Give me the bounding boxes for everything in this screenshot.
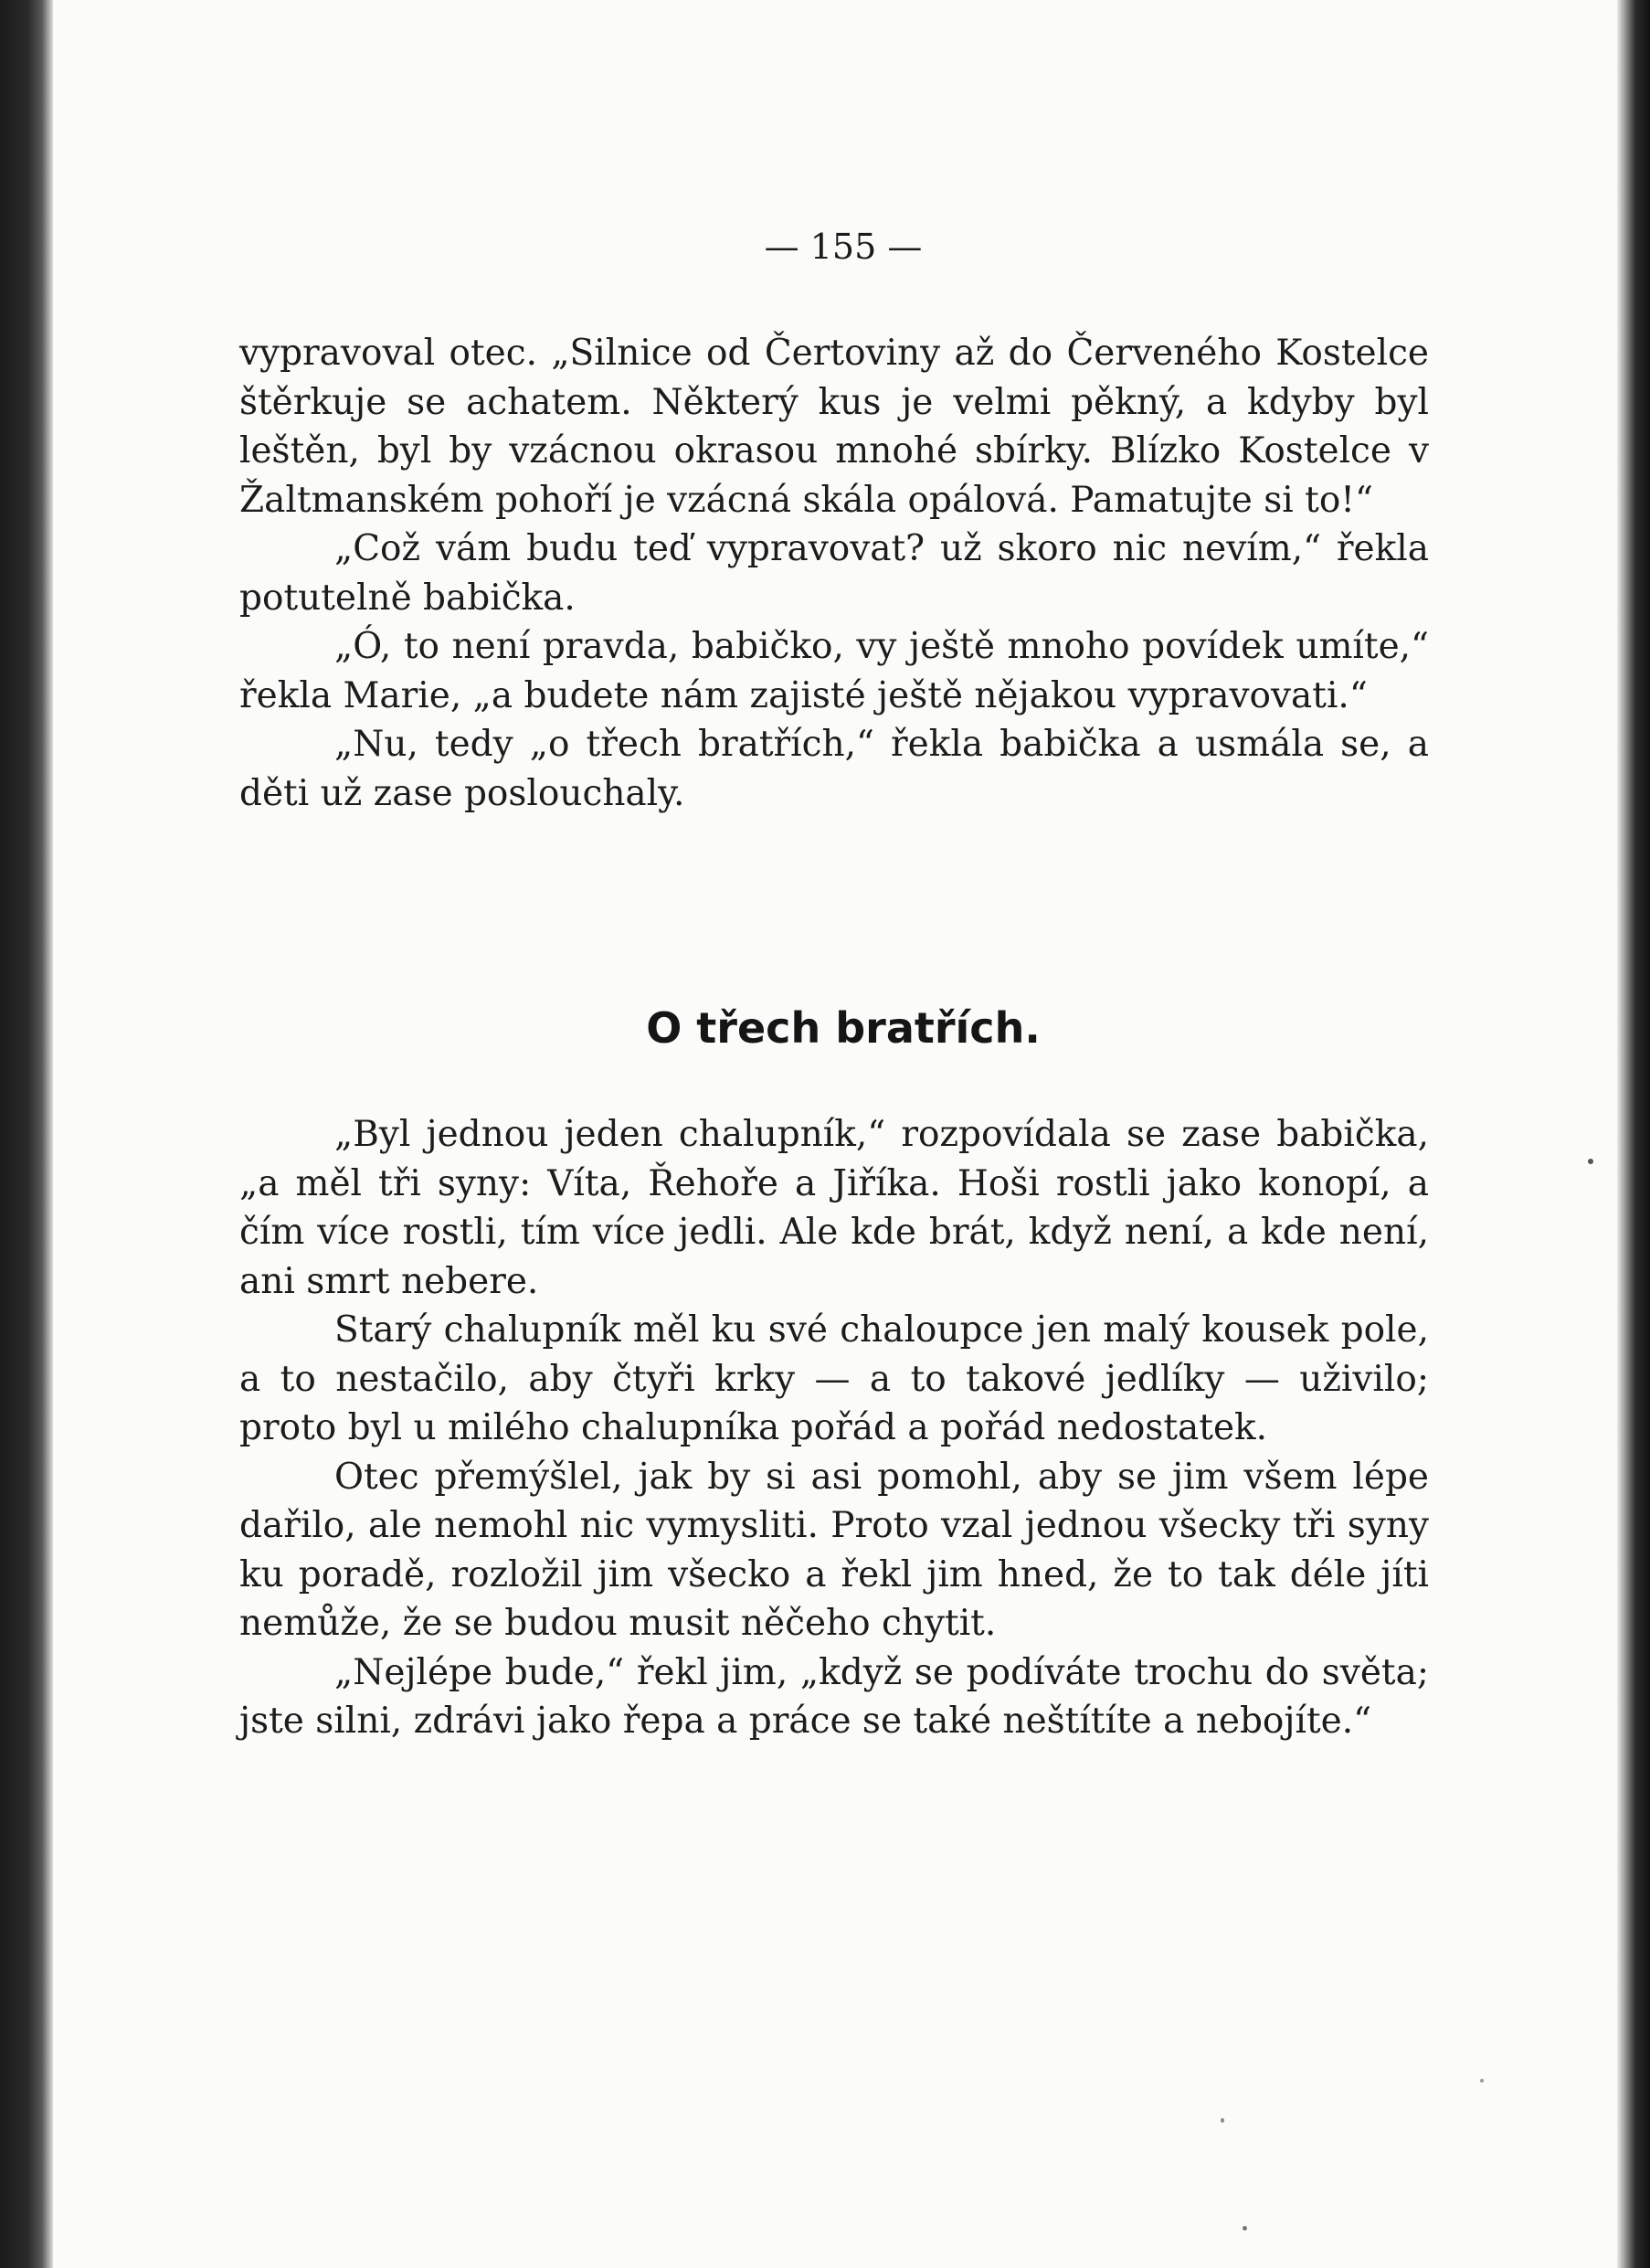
paragraph: „Což vám budu teď vypravovat? už skoro nic nevím,“ řekla potutelně babička. [239,528,1429,619]
paragraph: Starý chalupník měl ku své chaloupce jen malý kousek pole, a to nestačilo, aby čtyři krky — a to takové jedlíky — uživilo; proto byl u milého chalupníka pořád a pořád nedostatek. [239,1309,1429,1448]
paragraph: „Ó, to není pravda, babičko, vy ještě mnoho povídek umíte,“ řekla Marie, „a budete nám zajisté ještě nějakou vypravovati.“ [239,626,1429,716]
scan-speck [1243,2226,1247,2231]
text-block-before-heading [239,329,1429,818]
scan-speck [1221,2118,1224,2123]
section-heading: O třech bratřích. [646,1003,1041,1053]
right-scan-border [1617,0,1650,2268]
paragraph: „Nu, tedy „o třech bratřích,“ řekla babička a usmála se, a děti už zase poslouchaly. [239,724,1429,814]
paragraph: „Nejlépe bude,“ řekl jim, „když se podíváte trochu do světa; jste silni, zdrávi jako řepa a práce se také neštítíte a nebojíte.“ [239,1651,1429,1742]
page-number: — 155 — [764,227,923,267]
scan-speck [1588,1159,1593,1164]
paragraph: Otec přemýšlel, jak by si asi pomohl, aby se jim všem lépe dařilo, ale nemohl nic vymysliti. Proto vzal jednou všecky tři syny ku poradě, rozložil jim všecko a řekl jim hned, že to tak déle jíti nemůže, že se budou musit něčeho chytit. [239,1456,1429,1644]
scan-speck [1480,2079,1484,2083]
left-scan-border [0,0,53,2268]
text-block-after-heading [239,1110,1429,1746]
paragraph: „Byl jednou jeden chalupník,“ rozpovídala se zase babička, „a měl tři syny: Víta, Řehoře a Jiříka. Hoši rostli jako konopí, a čím více rostli, tím více jedli. Ale kde brát, když není, a kde není, ani smrt nebere. [239,1114,1429,1302]
paragraph: vypravoval otec. „Silnice od Čertoviny až do Červeného Kostelce štěrkuje se achatem. Některý kus je velmi pěkný, a kdyby byl leštěn, byl by vzácnou okrasou mnohé sbírky. Blízko Kostelce v Žaltmanském pohoří je vzácná skála opálová. Pamatujte si to!“ [239,333,1429,521]
